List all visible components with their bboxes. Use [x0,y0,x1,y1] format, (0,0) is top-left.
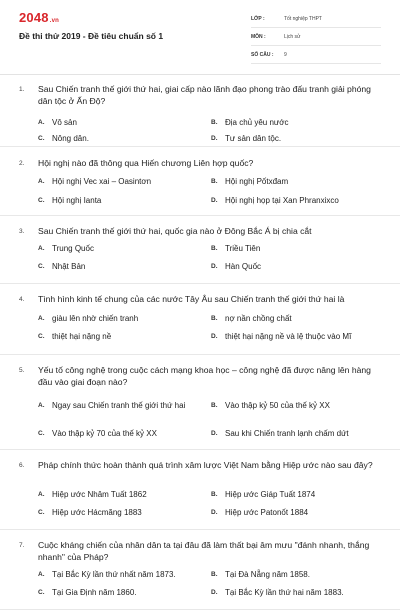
answer-option[interactable] [38,134,202,145]
question-item [0,450,400,530]
option-text: Hội nghị Ianta [52,196,102,205]
question-text: Tình hình kinh tế chung của các nước Tây Âu sau Chiến tranh thế giới thứ hai là [38,294,345,304]
option-text: Ngay sau Chiến tranh thế giới thứ hai [52,401,186,410]
question-text: Yếu tố công nghệ trong cuộc cách mạng khoa học – công nghệ đã được nâng lên hàng đầu vào giai đoạn nào? [38,365,371,387]
meta-row-class [251,10,381,28]
logo-suffix: .vn [49,18,60,24]
answer-option[interactable] [211,262,385,273]
question-text: Sau Chiến tranh thế giới thứ hai, giai cấp nào lãnh đạo phong trào đấu tranh giải phóng dân tộc ở Ấn Độ? [38,84,371,106]
option-text: thiệt hại nặng nề [52,332,112,341]
option-letter: A. [38,245,45,252]
question-item [0,74,400,147]
option-letter: D. [211,589,218,596]
question-stem [19,158,381,170]
option-letter: A. [38,119,45,126]
option-text: Tại Gia Định năm 1860. [52,588,137,597]
option-letter: B. [211,119,218,126]
question-stem [19,226,381,238]
answer-option[interactable] [211,588,385,599]
question-text: Hội nghị nào đã thông qua Hiến chương Liên hợp quốc? [38,158,254,168]
answer-option[interactable] [211,196,385,207]
question-stem [19,460,381,472]
answer-option[interactable] [211,134,385,145]
question-text: Cuộc kháng chiến của nhân dân ta tại đâu đã làm thất bại âm mưu "đánh nhanh, thắng nhanh" của Pháp? [38,540,370,562]
option-text: nợ nần chồng chất [225,314,292,323]
answer-option[interactable] [211,314,385,325]
answer-option[interactable] [38,118,202,129]
answer-option[interactable] [38,332,202,343]
answer-option[interactable] [211,570,385,581]
option-letter: C. [38,333,45,340]
option-text: thiệt hại nặng nề và lệ thuộc vào Mĩ [225,332,352,341]
option-letter: A. [38,571,45,578]
option-letter: D. [211,333,218,340]
meta-value: Lịch sử [284,33,301,40]
option-text: Tại Bắc Kỳ lần thứ hai năm 1883. [225,588,344,597]
answer-option[interactable] [211,244,385,255]
question-item [0,216,400,284]
answer-option[interactable] [38,314,202,325]
option-letter: D. [211,135,218,142]
meta-label: LỚP : [251,15,265,22]
option-letter: D. [211,197,218,204]
answer-option[interactable] [211,177,385,188]
answer-option[interactable] [38,508,202,519]
option-text: Triều Tiên [225,244,261,253]
question-number: 1. [19,86,25,93]
option-text: Hội nghị Pốtxđam [225,177,289,186]
option-letter: B. [211,491,218,498]
option-text: Nông dân. [52,134,89,143]
option-text: Vô sản [52,118,77,127]
option-text: Hội nghị họp tại Xan Phranxixco [225,196,339,205]
option-letter: B. [211,571,218,578]
site-logo[interactable] [19,10,59,25]
question-number: 7. [19,542,25,549]
option-text: Vào thập kỷ 70 của thế kỷ XX [52,429,157,438]
option-letter: A. [38,178,45,185]
option-text: Tại Đà Nẵng năm 1858. [225,570,310,579]
option-text: Hiệp ước Hácmăng 1883 [52,508,142,517]
meta-row-subject [251,28,381,46]
meta-value: 9 [284,51,287,58]
option-letter: B. [211,315,218,322]
option-letter: D. [211,263,218,270]
exam-meta [251,10,381,64]
answer-option[interactable] [38,196,202,207]
question-list [0,74,400,610]
option-text: Hàn Quốc [225,262,262,271]
option-letter: A. [38,491,45,498]
question-number: 3. [19,228,25,235]
option-text: Hiệp ước Nhâm Tuất 1862 [52,490,147,499]
meta-label: SỐ CÂU : [251,51,274,58]
question-number: 5. [19,367,25,374]
option-text: Hiệp ước Giáp Tuất 1874 [225,490,316,499]
option-letter: A. [38,315,45,322]
option-letter: C. [38,509,45,516]
answer-option[interactable] [38,490,202,501]
question-number: 4. [19,296,25,303]
question-text: Sau Chiến tranh thế giới thứ hai, quốc gia nào ở Đông Bắc Á bị chia cắt [38,226,312,236]
question-number: 6. [19,462,25,469]
answer-option[interactable] [38,570,202,581]
answer-option[interactable] [211,332,385,343]
question-item [0,355,400,450]
option-letter: C. [38,135,45,142]
exam-title: Đề thi thử 2019 - Đề tiêu chuẩn số 1 [19,31,164,41]
question-number: 2. [19,160,25,167]
answer-option[interactable] [211,429,385,440]
question-stem [19,84,381,107]
answer-option[interactable] [211,508,385,519]
question-stem [19,365,381,388]
option-text: Hội nghị Vec xai – Oasintơn [52,177,152,186]
option-text: Trung Quốc [52,244,94,253]
option-text: Địa chủ yêu nước [225,118,289,127]
answer-option[interactable] [38,262,202,273]
answer-option[interactable] [38,244,202,255]
option-letter: B. [211,245,218,252]
question-text: Pháp chính thức hoàn thành quá trình xâm lược Việt Nam bằng Hiệp ước nào sau đây? [38,460,373,470]
meta-row-count [251,46,381,64]
option-text: Tư sản dân tộc. [225,134,282,143]
option-text: Sau khi Chiến tranh lạnh chấm dứt [225,429,349,438]
meta-value: Tốt nghiệp THPT [284,15,322,22]
option-letter: D. [211,509,218,516]
option-letter: A. [38,402,45,409]
option-text: Hiệp ước Patonốt 1884 [225,508,309,517]
option-text: Tại Bắc Kỳ lần thứ nhất năm 1873. [52,570,176,579]
option-text: Vào thập kỷ 50 của thế kỷ XX [225,401,330,410]
answer-option[interactable] [38,588,202,599]
option-letter: B. [211,402,218,409]
option-letter: C. [38,430,45,437]
option-text: Nhật Bản [52,262,86,271]
option-text: giàu lên nhờ chiến tranh [52,314,139,323]
answer-option[interactable] [38,401,202,412]
answer-option[interactable] [38,429,202,440]
option-letter: B. [211,178,218,185]
exam-header [0,0,400,75]
question-stem [19,294,381,306]
answer-option[interactable] [38,177,202,188]
meta-label: MÔN : [251,33,266,40]
question-item [0,147,400,216]
question-item [0,530,400,610]
question-item [0,284,400,355]
answer-option[interactable] [211,401,385,412]
option-letter: D. [211,430,218,437]
option-letter: C. [38,589,45,596]
answer-option[interactable] [211,118,385,129]
question-stem [19,540,381,563]
logo-text: 2048 [19,10,49,25]
option-letter: C. [38,263,45,270]
option-letter: C. [38,197,45,204]
answer-option[interactable] [211,490,385,501]
